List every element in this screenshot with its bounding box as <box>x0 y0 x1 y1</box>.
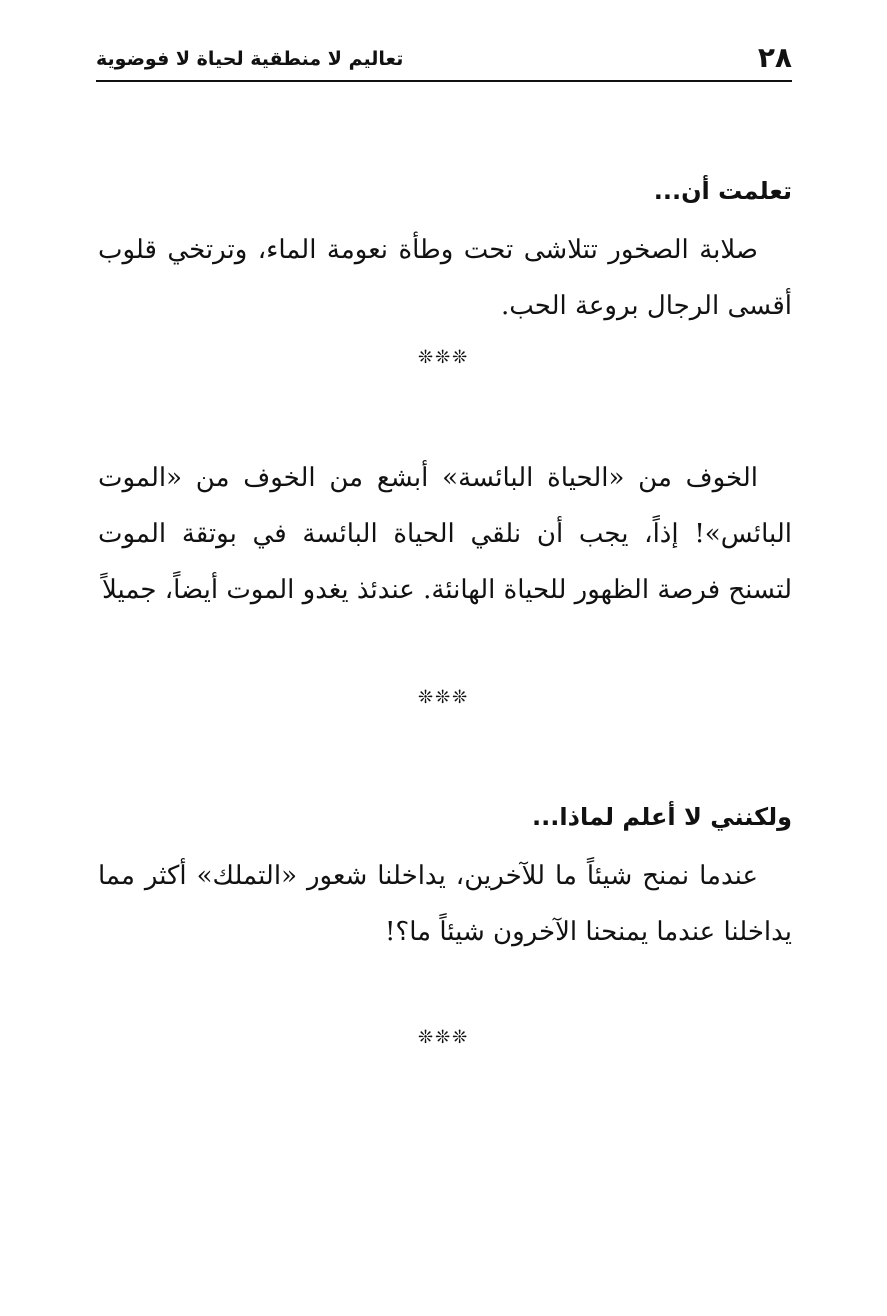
section-heading-1: تعلمت أن... <box>653 177 792 205</box>
section-heading-3: ولكنني لا أعلم لماذا... <box>532 803 792 831</box>
section-separator-2: ❊❊❊ <box>417 687 470 708</box>
section-separator-3: ❊❊❊ <box>417 1027 470 1048</box>
section-paragraph-1: صلابة الصخور تتلاشى تحت وطأة نعومة الماء، وترتخي قلوب أقسى الرجال بروعة الحب. <box>98 235 792 321</box>
running-title: تعاليم لا منطقية لحياة لا فوضوية <box>96 48 404 70</box>
section-separator-1: ❊❊❊ <box>417 347 470 368</box>
page-number: ٢٨ <box>757 41 792 74</box>
section-paragraph-2: الخوف من «الحياة البائسة» أبشع من الخوف من «الموت البائس»! إذاً، يجب أن نلقي الحياة البائسة في بوتقة الموت لتسنح فرصة الظهور للحياة الهانئة. عندئذ يغدو الموت أيضاً، جميلاً <box>98 463 792 605</box>
page-content <box>98 0 792 1316</box>
section-paragraph-3: عندما نمنح شيئاً ما للآخرين، يداخلنا شعور «التملك» أكثر مما يداخلنا عندما يمنحنا الآخرون شيئاً ما؟! <box>98 861 792 947</box>
